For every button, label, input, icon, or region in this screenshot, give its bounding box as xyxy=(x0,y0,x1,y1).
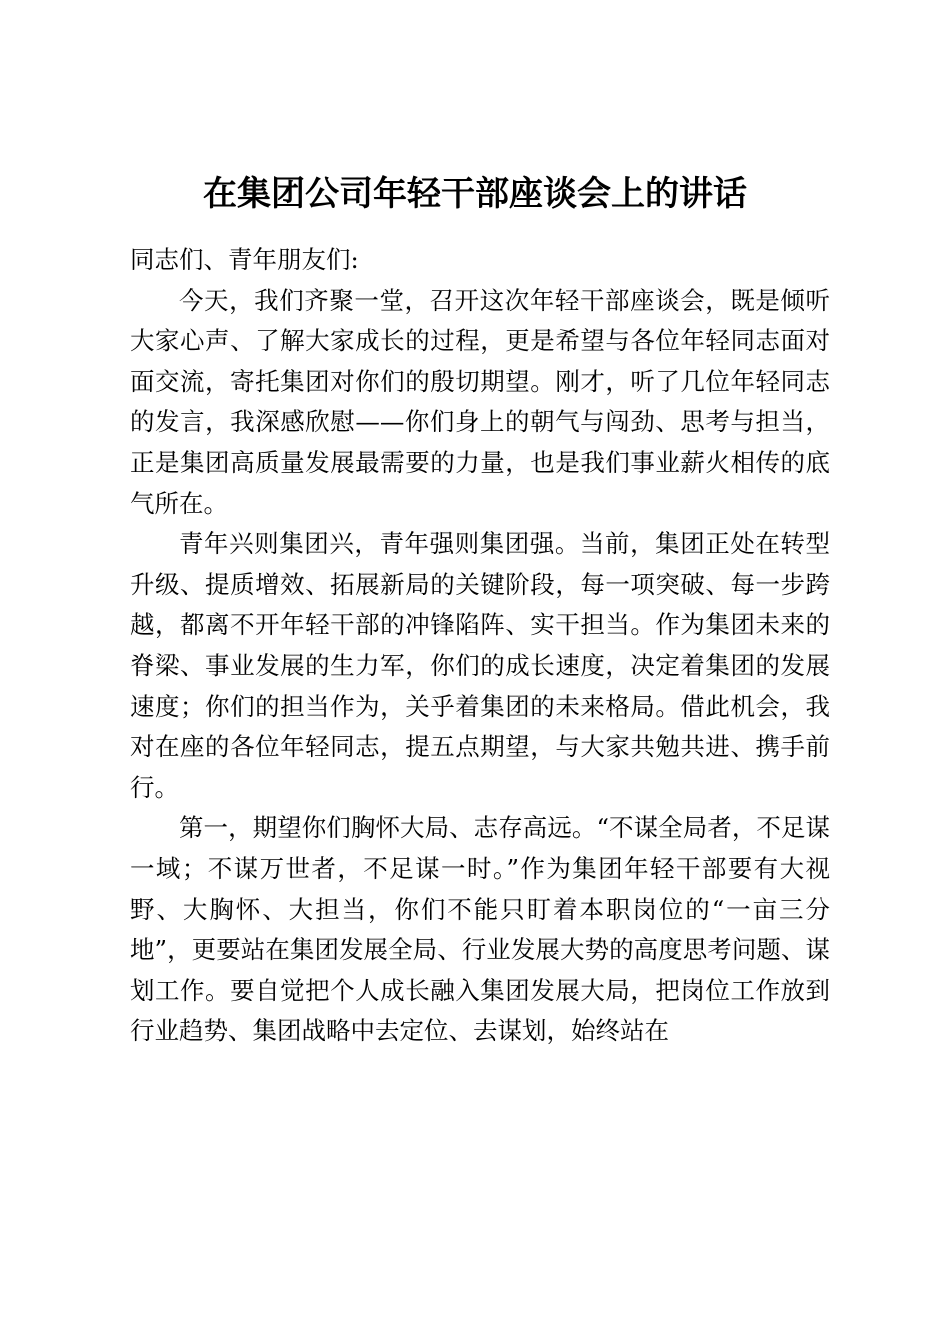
document-title: 在集团公司年轻干部座谈会上的讲话 xyxy=(203,174,747,214)
salutation: 同志们、青年朋友们: xyxy=(130,245,359,274)
document-body xyxy=(130,240,830,1052)
paragraph-context: 青年兴则集团兴，青年强则集团强。当前，集团正处在转型升级、提质增效、拓展新局的关键阶段，每一项突破、每一步跨越，都离不开年轻干部的冲锋陷阵、实干担当。作为集团未来的脊梁、事业发展的生力军，你们的成长速度，决定着集团的发展速度；你们的担当作为，关乎着集团的未来格局。借此机会，我对在座的各位年轻同志，提五点期望，与大家共勉共进、携手前行。 xyxy=(130,529,830,802)
paragraph-first-expectation: 第一，期望你们胸怀大局、志存高远。“不谋全局者，不足谋一域；不谋万世者，不足谋一时。”作为集团年轻干部要有大视野、大胸怀、大担当，你们不能只盯着本职岗位的“一亩三分地”，更要站在集团发展全局、行业发展大势的高度思考问题、谋划工作。要自觉把个人成长融入集团发展大局，把岗位工作放到行业趋势、集团战略中去定位、去谋划，始终站在 xyxy=(130,813,830,1046)
paragraph-opening: 今天，我们齐聚一堂，召开这次年轻干部座谈会，既是倾听大家心声、了解大家成长的过程，更是希望与各位年轻同志面对面交流，寄托集团对你们的殷切期望。刚才，听了几位年轻同志的发言，我深感欣慰——你们身上的朝气与闯劲、思考与担当，正是集团高质量发展最需要的力量，也是我们事业薪火相传的底气所在。 xyxy=(130,285,830,518)
